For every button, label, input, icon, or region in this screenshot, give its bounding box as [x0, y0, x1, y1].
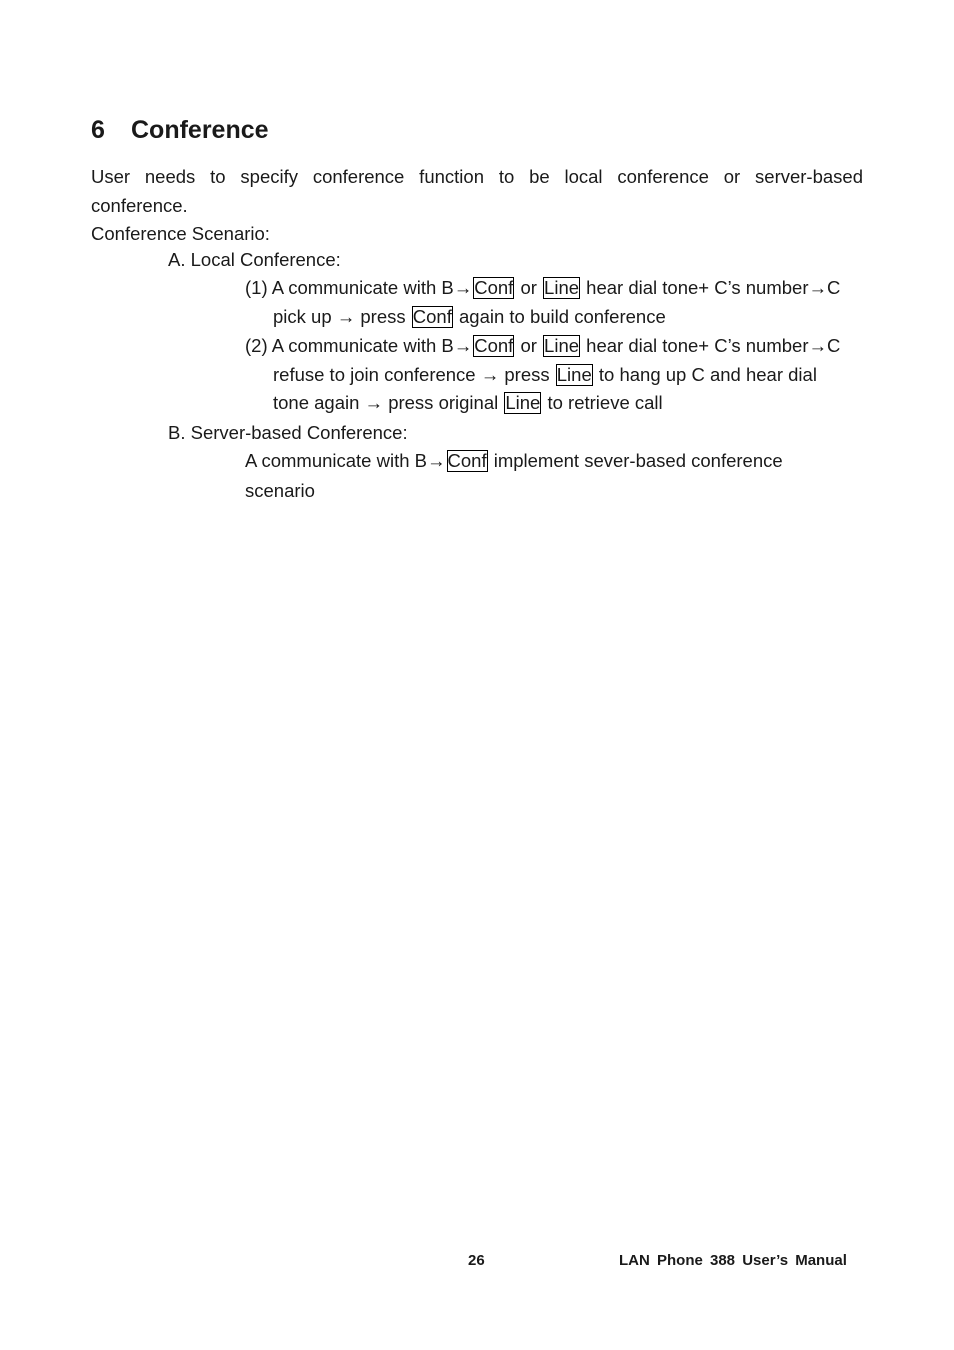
conf-key: Conf	[412, 306, 452, 327]
text: (1) A communicate with B→	[245, 277, 473, 298]
scenario-label: Conference Scenario:	[91, 223, 270, 244]
intro-line-1: User needs to specify conference function to be local conference or server-based	[91, 166, 863, 187]
text: again to build conference	[453, 306, 666, 327]
manual-title: LAN Phone 388 User’s Manual	[619, 1252, 847, 1269]
conf-key: Conf	[474, 277, 514, 298]
line-key: Line	[556, 364, 592, 385]
server-line-1	[245, 449, 783, 473]
section-title: Conference	[131, 116, 269, 144]
local-item-2-line-2	[273, 363, 817, 387]
conf-key: Conf	[474, 335, 514, 356]
local-item-2-line-3	[273, 391, 663, 415]
server-conference-label: B. Server-based Conference:	[168, 422, 408, 443]
local-item-1-line-1	[245, 276, 840, 300]
text: A communicate with B→	[245, 450, 446, 471]
local-item-1-line-2	[273, 305, 666, 329]
intro-line-2: conference.	[91, 195, 188, 216]
server-line-2: scenario	[245, 480, 315, 501]
text: hear dial tone+ C’s number→C	[581, 277, 841, 298]
conf-key: Conf	[447, 450, 487, 471]
local-item-2-line-1	[245, 334, 840, 358]
line-key: Line	[544, 335, 580, 356]
page-number: 26	[468, 1252, 485, 1269]
text: to hang up C and hear dial	[593, 364, 817, 385]
line-key: Line	[505, 392, 541, 413]
text: to retrieve call	[542, 392, 663, 413]
text: implement sever-based conference	[488, 450, 783, 471]
section-number: 6	[91, 116, 105, 144]
line-key: Line	[544, 277, 580, 298]
text: hear dial tone+ C’s number→C	[581, 335, 841, 356]
text: (2) A communicate with B→	[245, 335, 473, 356]
local-conference-label: A. Local Conference:	[168, 249, 341, 270]
section-heading	[91, 113, 269, 147]
text: refuse to join conference → press	[273, 364, 555, 385]
text: or	[515, 277, 543, 298]
text: tone again → press original	[273, 392, 504, 413]
text: pick up → press	[273, 306, 411, 327]
text: or	[515, 335, 543, 356]
